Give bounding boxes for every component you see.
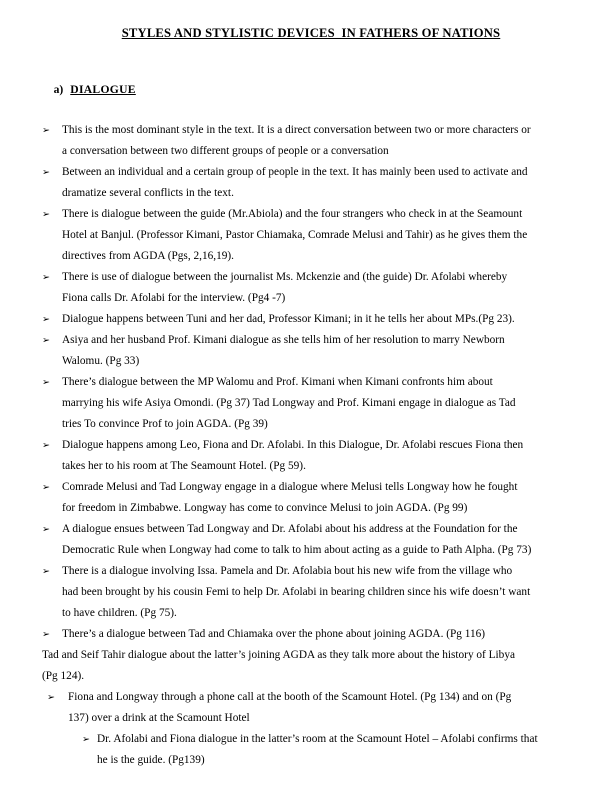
arrow-bullet-icon: ➢ [82, 734, 90, 745]
arrow-bullet-icon: ➢ [42, 629, 50, 640]
text-line: Fiona and Longway through a phone call at the booth of the Scamount Hotel. (Pg 134) and on (Pg [68, 691, 512, 703]
page-title: STYLES AND STYLISTIC DEVICES IN FATHERS OF NATIONS [121, 26, 501, 40]
section-heading [42, 67, 580, 112]
list-item [42, 162, 580, 204]
arrow-bullet-icon: ➢ [42, 314, 50, 325]
text-line: Walomu. (Pg 33) [62, 355, 140, 367]
text-line: he is the guide. (Pg139) [97, 754, 205, 766]
text-line: There is use of dialogue between the journalist Ms. Mckenzie and (the guide) Dr. Afolabi whereby [62, 271, 508, 283]
text-line: There’s a dialogue between Tad and Chiamaka over the phone about joining AGDA. (Pg 116) [62, 628, 486, 640]
bullet-list [42, 120, 580, 771]
text-line: There is a dialogue involving Issa. Pamela and Dr. Afolabia bout his new wife from the village who [62, 565, 513, 577]
text-line: There is dialogue between the guide (Mr.Abiola) and the four strangers who check in at the Seamount [62, 208, 523, 220]
list-item [42, 435, 580, 477]
arrow-bullet-icon: ➢ [42, 167, 50, 178]
list-item [42, 477, 580, 519]
arrow-bullet-icon: ➢ [47, 692, 55, 703]
list-item [47, 687, 580, 729]
arrow-bullet-icon: ➢ [42, 566, 50, 577]
text-line: marrying his wife Asiya Omondi. (Pg 37) Tad Longway and Prof. Kimani engage in dialogue as Tad [62, 397, 516, 409]
text-line: Dr. Afolabi and Fiona dialogue in the latter’s room at the Scamount Hotel – Afolabi confirms that [97, 733, 538, 745]
text-line: to have children. (Pg 75). [62, 607, 177, 619]
list-item [42, 624, 580, 645]
text-line: Democratic Rule when Longway had come to talk to him about acting as a guide to Path Alpha. (Pg 73) [62, 544, 532, 556]
section-heading-text: DIALOGUE [70, 83, 136, 96]
text-line: Asiya and her husband Prof. Kimani dialogue as she tells him of her resolution to marry Newborn [62, 334, 505, 346]
text-line: takes her to his room at The Seamount Hotel. (Pg 59). [62, 460, 306, 472]
arrow-bullet-icon: ➢ [42, 377, 50, 388]
arrow-bullet-icon: ➢ [42, 335, 50, 346]
text-line: Comrade Melusi and Tad Longway engage in a dialogue where Melusi tells Longway how he fought [62, 481, 518, 493]
section-label: a) [53, 83, 64, 96]
arrow-bullet-icon: ➢ [42, 125, 50, 136]
text-line: tries To convince Prof to join AGDA. (Pg 39) [62, 418, 268, 430]
arrow-bullet-icon: ➢ [42, 272, 50, 283]
arrow-bullet-icon: ➢ [42, 524, 50, 535]
text-line: directives from AGDA (Pgs, 2,16,19). [62, 250, 234, 262]
text-line: Dialogue happens between Tuni and her dad, Professor Kimani; in it he tells her about MPs.(Pg 23). [62, 313, 515, 325]
text-line: had been brought by his cousin Femi to help Dr. Afolabi in bearing children since his wife doesn’t want [62, 586, 531, 598]
continuation-paragraph [42, 645, 580, 687]
list-item [42, 120, 580, 162]
list-item [42, 309, 580, 330]
text-line: a conversation between two different groups of people or a conversation [62, 145, 389, 157]
text-line: Hotel at Banjul. (Professor Kimani, Pastor Chiamaka, Comrade Melusi and Tahir) as he gives them the [62, 229, 528, 241]
text-line: (Pg 124). [42, 670, 85, 682]
arrow-bullet-icon: ➢ [42, 440, 50, 451]
list-item [42, 267, 580, 309]
list-item [42, 519, 580, 561]
text-line: dramatize several conflicts in the text. [62, 187, 234, 199]
text-line: for freedom in Zimbabwe. Longway has come to convince Melusi to join AGDA. (Pg 99) [62, 502, 468, 514]
text-line: There’s dialogue between the MP Walomu and Prof. Kimani when Kimani confronts him about [62, 376, 493, 388]
text-line: Tad and Seif Tahir dialogue about the latter’s joining AGDA as they talk more about the history of Libya [42, 649, 515, 661]
nested-list-item [82, 729, 580, 771]
arrow-bullet-icon: ➢ [42, 209, 50, 220]
text-line: A dialogue ensues between Tad Longway and Dr. Afolabi about his address at the Foundation for the [62, 523, 518, 535]
text-line: Dialogue happens among Leo, Fiona and Dr. Afolabi. In this Dialogue, Dr. Afolabi rescues Fiona then [62, 439, 524, 451]
list-item [42, 372, 580, 435]
text-line: This is the most dominant style in the text. It is a direct conversation between two or more characters or [62, 124, 531, 136]
list-item [42, 330, 580, 372]
text-line: 137) over a drink at the Scamount Hotel [68, 712, 250, 724]
text-line: Between an individual and a certain group of people in the text. It has mainly been used to activate and [62, 166, 528, 178]
text-line: Fiona calls Dr. Afolabi for the interview. (Pg4 -7) [62, 292, 286, 304]
list-item [42, 561, 580, 624]
arrow-bullet-icon: ➢ [42, 482, 50, 493]
list-item [42, 204, 580, 267]
